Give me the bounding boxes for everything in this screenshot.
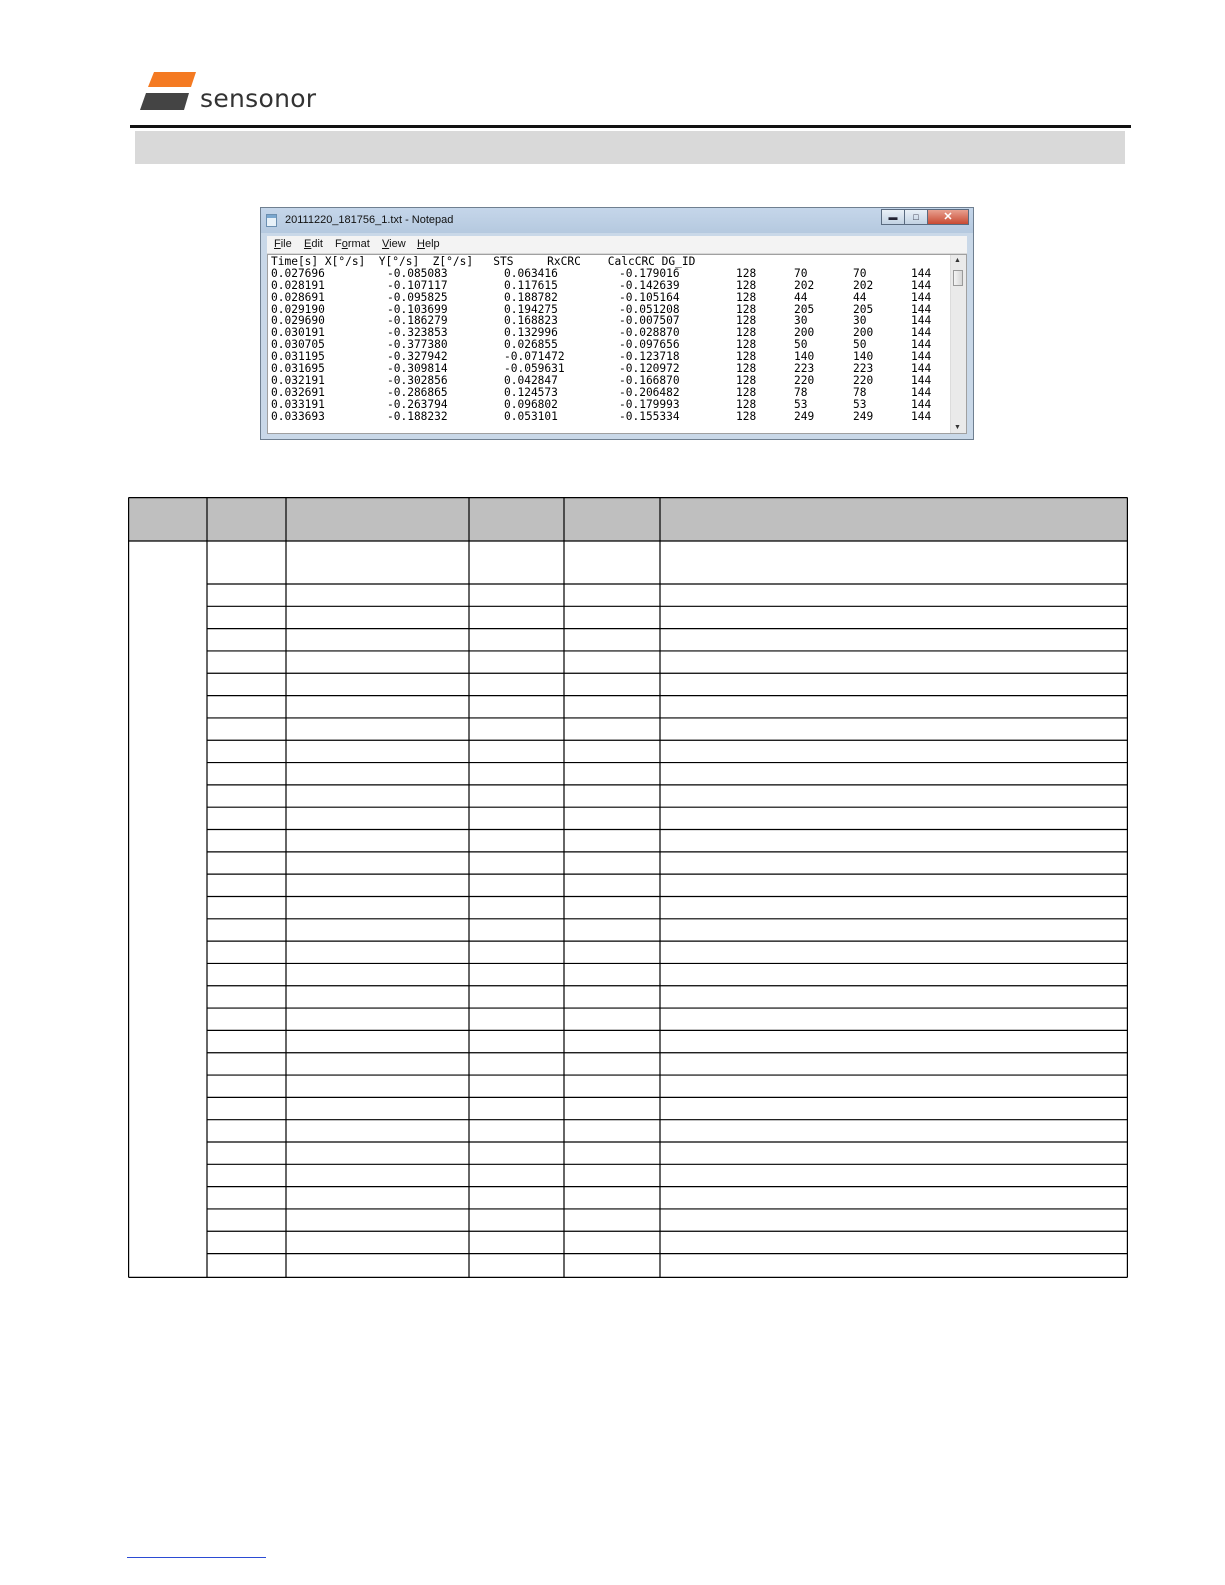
notepad-cell: -0.107117 <box>387 278 448 292</box>
notepad-cell: -0.085083 <box>387 266 448 280</box>
header-band <box>135 131 1125 164</box>
notepad-cell: -0.142639 <box>619 278 680 292</box>
notepad-cell: 70 <box>853 266 867 280</box>
notepad-cell: -0.327942 <box>387 350 448 364</box>
notepad-cell: 30 <box>853 314 867 328</box>
table-grid-lines <box>128 497 1128 1278</box>
notepad-cell: 0.188782 <box>504 290 558 304</box>
notepad-cell: 0.032191 <box>271 373 325 387</box>
notepad-cell: 144 <box>911 373 932 387</box>
notepad-cell: 144 <box>911 266 932 280</box>
notepad-cell: 249 <box>853 409 874 423</box>
menu-edit[interactable]: Edit <box>304 238 323 250</box>
notepad-cell: 0.031195 <box>271 350 325 364</box>
notepad-cell: 30 <box>794 314 808 328</box>
notepad-cell: 0.033191 <box>271 397 325 411</box>
notepad-cell: 128 <box>736 266 757 280</box>
notepad-cell: 0.132996 <box>504 326 558 340</box>
notepad-cell: 0.031695 <box>271 362 325 376</box>
notepad-cell: 78 <box>794 385 808 399</box>
notepad-cell: 0.168823 <box>504 314 558 328</box>
notepad-cell: 70 <box>794 266 808 280</box>
notepad-cell: -0.302856 <box>387 373 448 387</box>
notepad-cell: 53 <box>794 397 808 411</box>
notepad-cell: 223 <box>853 362 874 376</box>
scroll-up-icon[interactable]: ▲ <box>954 257 961 264</box>
notepad-titlebar[interactable] <box>261 208 973 233</box>
notepad-cell: 53 <box>853 397 867 411</box>
window-controls <box>882 209 969 226</box>
notepad-cell: 144 <box>911 362 932 376</box>
notepad-cell: 0.117615 <box>504 278 558 292</box>
notepad-cell: 220 <box>794 373 815 387</box>
menu-help[interactable]: Help <box>417 238 440 250</box>
notepad-cell: 140 <box>853 350 874 364</box>
notepad-cell: 128 <box>736 350 757 364</box>
notepad-cell: 144 <box>911 385 932 399</box>
notepad-cell: -0.188232 <box>387 409 448 423</box>
notepad-cell: 144 <box>911 338 932 352</box>
notepad-cell: -0.071472 <box>504 350 565 364</box>
notepad-cell: -0.028870 <box>619 326 680 340</box>
footer-link-underline[interactable] <box>127 1557 266 1558</box>
brand-name: sensonor <box>200 84 317 113</box>
notepad-cell: 144 <box>911 314 932 328</box>
notepad-line <box>271 290 932 304</box>
notepad-line <box>271 266 932 280</box>
notepad-cell: 202 <box>853 278 874 292</box>
notepad-cell: 0.030191 <box>271 326 325 340</box>
menu-format[interactable]: Format <box>335 238 370 250</box>
notepad-cell: -0.186279 <box>387 314 448 328</box>
notepad-cell: 128 <box>736 302 757 316</box>
notepad-cell: 205 <box>794 302 815 316</box>
notepad-line <box>271 385 932 399</box>
notepad-cell: 0.194275 <box>504 302 558 316</box>
notepad-cell: 128 <box>736 314 757 328</box>
notepad-cell: -0.377380 <box>387 338 448 352</box>
notepad-cell: 200 <box>794 326 815 340</box>
notepad-cell: -0.286865 <box>387 385 448 399</box>
notepad-line <box>271 373 932 387</box>
notepad-cell: 0.124573 <box>504 385 558 399</box>
notepad-cell: 44 <box>794 290 808 304</box>
notepad-cell: -0.179993 <box>619 397 680 411</box>
notepad-cell: 205 <box>853 302 874 316</box>
minimize-icon[interactable]: ▬ <box>881 209 905 225</box>
notepad-cell: 249 <box>794 409 815 423</box>
notepad-cell: -0.105164 <box>619 290 680 304</box>
notepad-cell: 144 <box>911 290 932 304</box>
notepad-header-line: Time[s] X[°/s] Y[°/s] Z[°/s] STS RxCRC CalcCRC DG_ID <box>271 255 696 268</box>
notepad-cell: 0.030705 <box>271 338 325 352</box>
notepad-cell: 128 <box>736 409 757 423</box>
notepad-cell: -0.120972 <box>619 362 680 376</box>
notepad-title: 20111220_181756_1.txt - Notepad <box>285 214 454 226</box>
notepad-cell: 0.032691 <box>271 385 325 399</box>
notepad-cell: 140 <box>794 350 815 364</box>
notepad-cell: 200 <box>853 326 874 340</box>
notepad-cell: -0.155334 <box>619 409 680 423</box>
notepad-app-icon <box>266 214 277 227</box>
notepad-cell: 0.029190 <box>271 302 325 316</box>
notepad-content <box>271 255 932 423</box>
notepad-cell: 128 <box>736 362 757 376</box>
notepad-menubar <box>267 236 967 254</box>
notepad-cell: 144 <box>911 397 932 411</box>
notepad-cell: 0.096802 <box>504 397 558 411</box>
maximize-icon[interactable]: □ <box>904 209 928 225</box>
notepad-cell: 128 <box>736 397 757 411</box>
notepad-cell: 0.026855 <box>504 338 558 352</box>
notepad-cell: 144 <box>911 409 932 423</box>
notepad-cell: 202 <box>794 278 815 292</box>
menu-view[interactable]: View <box>382 238 406 250</box>
notepad-cell: 144 <box>911 350 932 364</box>
notepad-cell: 144 <box>911 326 932 340</box>
notepad-cell: -0.007507 <box>619 314 680 328</box>
notepad-cell: -0.059631 <box>504 362 565 376</box>
notepad-cell: 50 <box>794 338 808 352</box>
notepad-cell: 0.063416 <box>504 266 558 280</box>
notepad-cell: -0.095825 <box>387 290 448 304</box>
notepad-cell: -0.309814 <box>387 362 448 376</box>
notepad-cell: 128 <box>736 278 757 292</box>
header-rule <box>130 125 1131 128</box>
notepad-cell: 220 <box>853 373 874 387</box>
notepad-cell: 144 <box>911 302 932 316</box>
notepad-cell: -0.166870 <box>619 373 680 387</box>
notepad-cell: 0.029690 <box>271 314 325 328</box>
notepad-line <box>271 397 932 411</box>
notepad-cell: -0.051208 <box>619 302 680 316</box>
logo-mark-icon <box>140 70 200 116</box>
notepad-cell: 128 <box>736 373 757 387</box>
notepad-window <box>260 207 974 440</box>
notepad-cell: 128 <box>736 290 757 304</box>
vertical-scrollbar[interactable] <box>950 255 966 433</box>
notepad-cell: -0.103699 <box>387 302 448 316</box>
notepad-cell: -0.206482 <box>619 385 680 399</box>
notepad-cell: -0.323853 <box>387 326 448 340</box>
notepad-cell: 0.028691 <box>271 290 325 304</box>
data-table <box>128 497 1128 1278</box>
scroll-down-icon[interactable]: ▼ <box>954 424 961 431</box>
notepad-cell: 144 <box>911 278 932 292</box>
notepad-cell: 0.042847 <box>504 373 558 387</box>
notepad-cell: -0.179016 <box>619 266 680 280</box>
notepad-cell: 0.033693 <box>271 409 325 423</box>
notepad-cell: 128 <box>736 385 757 399</box>
notepad-text-area[interactable] <box>267 254 967 434</box>
notepad-cell: 0.027696 <box>271 266 325 280</box>
notepad-cell: 50 <box>853 338 867 352</box>
notepad-cell: 78 <box>853 385 867 399</box>
notepad-cell: -0.097656 <box>619 338 680 352</box>
notepad-cell: 0.053101 <box>504 409 558 423</box>
notepad-cell: 223 <box>794 362 815 376</box>
scroll-thumb[interactable] <box>953 270 963 286</box>
notepad-cell: 0.028191 <box>271 278 325 292</box>
notepad-cell: 128 <box>736 338 757 352</box>
notepad-line <box>271 278 932 292</box>
close-icon[interactable]: ✕ <box>927 209 969 225</box>
notepad-cell: 44 <box>853 290 867 304</box>
menu-file[interactable]: File <box>274 238 292 250</box>
notepad-cell: -0.123718 <box>619 350 680 364</box>
notepad-cell: 128 <box>736 326 757 340</box>
notepad-cell: -0.263794 <box>387 397 448 411</box>
sensonor-logo <box>140 70 330 116</box>
notepad-line <box>271 409 932 423</box>
